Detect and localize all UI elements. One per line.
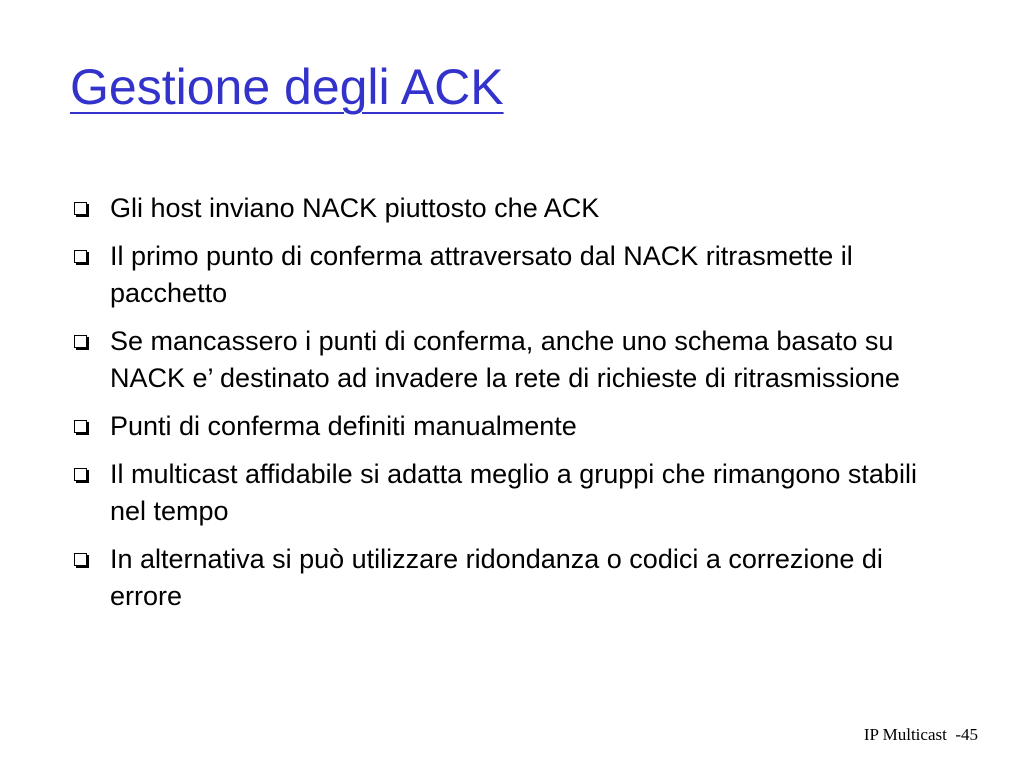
bullet-text: Il multicast affidabile si adatta meglio a gruppi che rimangono stabili nel tempo	[110, 459, 917, 526]
bullet-text: Punti di conferma definiti manualmente	[110, 411, 577, 441]
bullet-item-5	[70, 456, 950, 530]
bullet-item-4	[70, 408, 950, 445]
bullet-item-3	[70, 323, 950, 397]
slide-title: Gestione degli ACK	[70, 59, 504, 115]
square-bullet-icon	[74, 553, 87, 566]
bullet-text: Il primo punto di conferma attraversato dal NACK ritrasmette il pacchetto	[110, 241, 853, 308]
bullet-text: In alternativa si può utilizzare ridondanza o codici a correzione di errore	[110, 544, 883, 611]
square-bullet-icon	[74, 250, 87, 263]
bullet-item-6	[70, 541, 950, 615]
square-bullet-icon	[74, 468, 87, 481]
bullet-text: Gli host inviano NACK piuttosto che ACK	[110, 193, 600, 223]
square-bullet-icon	[74, 420, 87, 433]
bullet-list	[70, 190, 950, 626]
bullet-item-1	[70, 190, 950, 227]
bullet-item-2	[70, 238, 950, 312]
slide-footer: IP Multicast -45	[863, 725, 978, 744]
square-bullet-icon	[74, 335, 87, 348]
square-bullet-icon	[74, 202, 87, 215]
bullet-text: Se mancassero i punti di conferma, anche uno schema basato su NACK e’ destinato ad invadere la rete di richieste di ritrasmissione	[110, 326, 900, 393]
